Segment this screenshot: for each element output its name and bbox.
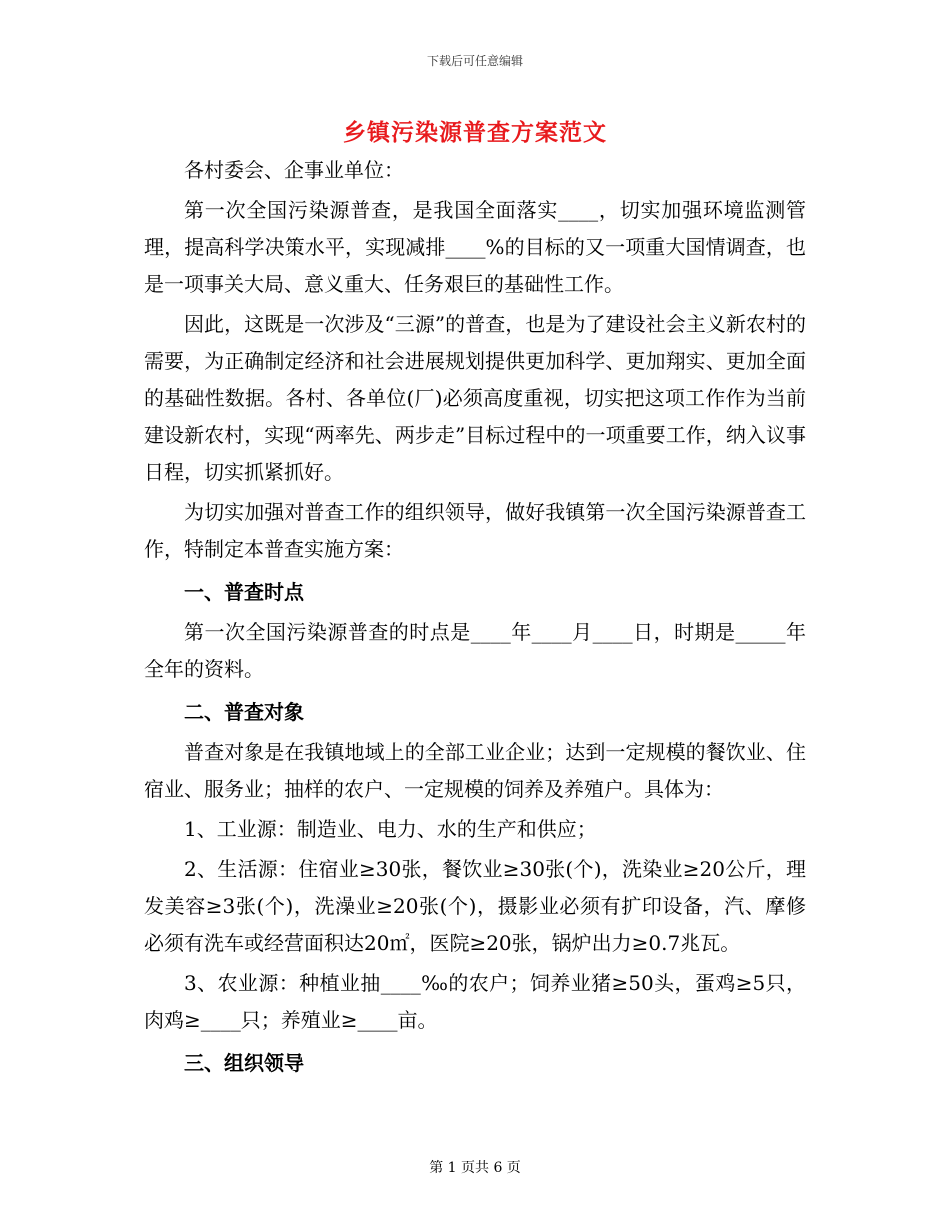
header-note: 下载后可任意编辑 — [426, 54, 523, 68]
page-footer: 第 1 页共 6 页 — [429, 1160, 521, 1176]
body-paragraph: 第一次全国污染源普查，是我国全面落实____，切实加强环境监测管理，提高科学决策水平，实现减排____%的目标的又一项重大国情调查，也是一项事关大局、意义重大、任务艰巨的基础性工作。 — [144, 198, 806, 296]
body-paragraph: 普查对象是在我镇地域上的全部工业企业；达到一定规模的餐饮业、住宿业、服务业；抽样的农户、一定规模的饲养及养殖户。具体为： — [144, 740, 806, 801]
list-item: 1、工业源：制造业、电力、水的生产和供应； — [184, 817, 597, 841]
body-paragraph: 因此，这既是一次涉及“三源”的普查，也是为了建设社会主义新农村的需要，为正确制定经济和社会进展规划提供更加科学、更加翔实、更加全面的基础性数据。各村、各单位(厂)必须高度重视，切实把这项工作作为当前建设新农村，实现“两率先、两步走”目标过程中的一项重要工作，纳入议事日程，切实抓紧抓好。 — [144, 312, 806, 484]
document-body — [144, 152, 806, 1082]
body-paragraph: 第一次全国污染源普查的时点是____年____月____日，时期是_____年全年的资料。 — [144, 620, 806, 681]
list-item: 3、农业源：种植业抽____‰的农户；饲养业猪≥50头，蛋鸡≥5只，肉鸡≥____只；养殖业≥____亩。 — [144, 971, 806, 1032]
salutation: 各村委会、企事业单位： — [184, 158, 404, 182]
section-heading: 三、组织领导 — [184, 1051, 304, 1075]
list-item: 2、生活源：住宿业≥30张，餐饮业≥30张(个)，洗染业≥20公斤，理发美容≥3张(个)，洗澡业≥20张(个)，摄影业必须有扩印设备，汽、摩修必须有洗车或经营面积达20㎡，医院≥20张，锅炉出力≥0.7兆瓦。 — [144, 857, 806, 955]
section-heading: 二、普查对象 — [184, 700, 304, 724]
body-paragraph: 为切实加强对普查工作的组织领导，做好我镇第一次全国污染源普查工作，特制定本普查实施方案： — [144, 500, 806, 561]
document-title: 乡镇污染源普查方案范文 — [343, 119, 607, 146]
section-heading: 一、普查时点 — [184, 580, 304, 604]
